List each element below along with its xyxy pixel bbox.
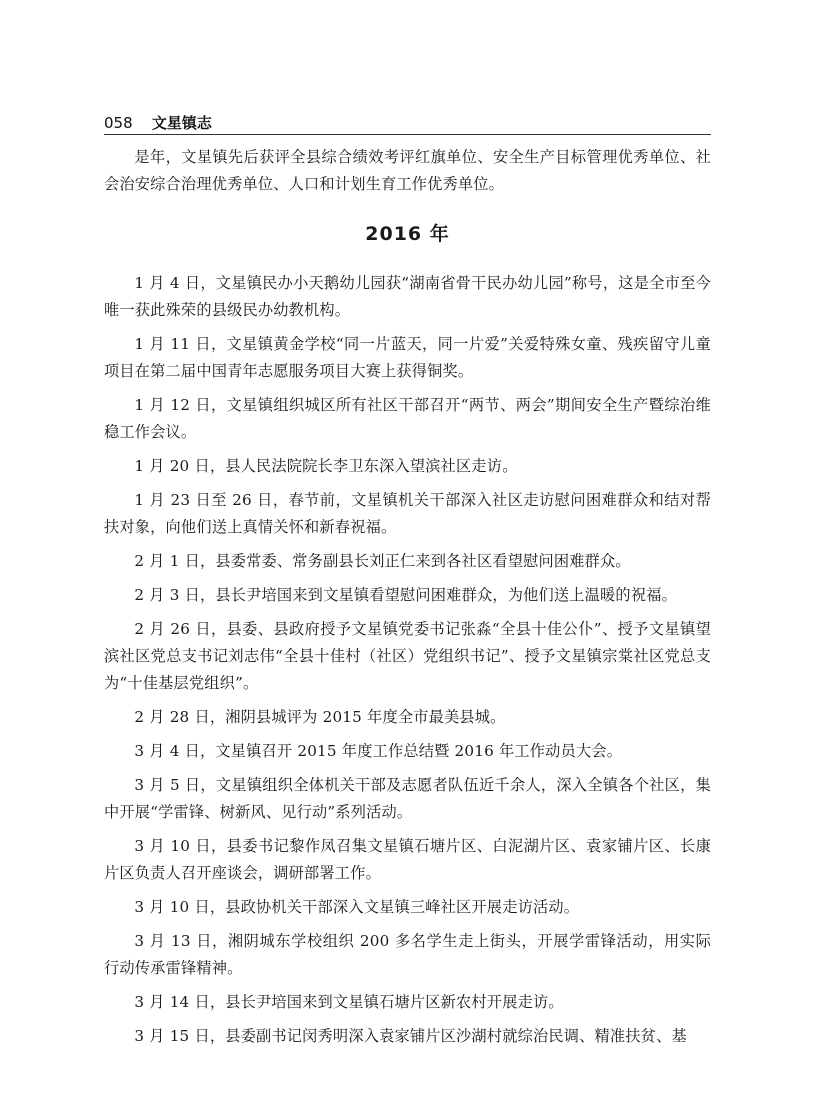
chronicle-entry: 3 月 13 日，湘阴城东学校组织 200 多名学生走上街头，开展学雷锋活动，用实际行动传承雷锋精神。 (104, 932, 711, 977)
section-title: 2016 年 (365, 223, 450, 245)
intro-paragraph: 是年，文星镇先后获评全县综合绩效考评红旗单位、安全生产目标管理优秀单位、社会治安综合治理优秀单位、人口和计划生育工作优秀单位。 (104, 148, 711, 193)
chronicle-entry: 1 月 20 日，县人民法院院长李卫东深入望滨社区走访。 (134, 457, 518, 475)
page-number: 058 (104, 114, 133, 132)
chronicle-entry: 2 月 28 日，湘阴县城评为 2015 年度全市最美县城。 (134, 708, 506, 726)
chronicle-entry: 2 月 3 日，县长尹培国来到文星镇看望慰问困难群众，为他们送上温暖的祝福。 (134, 586, 677, 604)
chronicle-entries (104, 270, 711, 1050)
chronicle-entry: 1 月 23 日至 26 日，春节前，文星镇机关干部深入社区走访慰问困难群众和结对帮扶对象，向他们送上真情关怀和新春祝福。 (104, 491, 711, 536)
running-header (104, 114, 711, 136)
chronicle-entry: 3 月 15 日，县委副书记闵秀明深入袁家铺片区沙湖村就综治民调、精准扶贫、基 (134, 1027, 687, 1045)
chronicle-entry: 2 月 1 日，县委常委、常务副县长刘正仁来到各社区看望慰问困难群众。 (134, 552, 631, 570)
chronicle-entry: 3 月 5 日，文星镇组织全体机关干部及志愿者队伍近千余人，深入全镇各个社区，集中开展“学雷锋、树新风、见行动”系列活动。 (104, 776, 711, 821)
header-rule (104, 134, 711, 135)
chronicle-entry: 3 月 10 日，县委书记黎作凤召集文星镇石塘片区、白泥湖片区、袁家铺片区、长康片区负责人召开座谈会，调研部署工作。 (104, 837, 711, 882)
chronicle-entry: 3 月 14 日，县长尹培国来到文星镇石塘片区新农村开展走访。 (134, 993, 564, 1011)
chronicle-entry: 1 月 11 日，文星镇黄金学校“同一片蓝天，同一片爱”关爱特殊女童、残疾留守儿童项目在第二届中国青年志愿服务项目大赛上获得铜奖。 (104, 335, 711, 380)
chronicle-entry: 3 月 10 日，县政协机关干部深入文星镇三峰社区开展走访活动。 (134, 898, 580, 916)
book-title: 文星镇志 (151, 114, 212, 132)
chronicle-entry: 1 月 12 日，文星镇组织城区所有社区干部召开“两节、两会”期间安全生产暨综治维稳工作会议。 (104, 396, 711, 441)
page-body (104, 144, 711, 1057)
chronicle-entry: 3 月 4 日，文星镇召开 2015 年度工作总结暨 2016 年工作动员大会。 (134, 742, 623, 760)
chronicle-entry: 2 月 26 日，县委、县政府授予文星镇党委书记张淼“全县十佳公仆”、授予文星镇望滨社区党总支书记刘志伟“全县十佳村（社区）党组织书记”、授予文星镇宗棠社区党总支为“十佳基层党组织”。 (104, 620, 711, 692)
chronicle-entry: 1 月 4 日，文星镇民办小天鹅幼儿园获“湖南省骨干民办幼儿园”称号，这是全市至今唯一获此殊荣的县级民办幼教机构。 (104, 274, 711, 319)
